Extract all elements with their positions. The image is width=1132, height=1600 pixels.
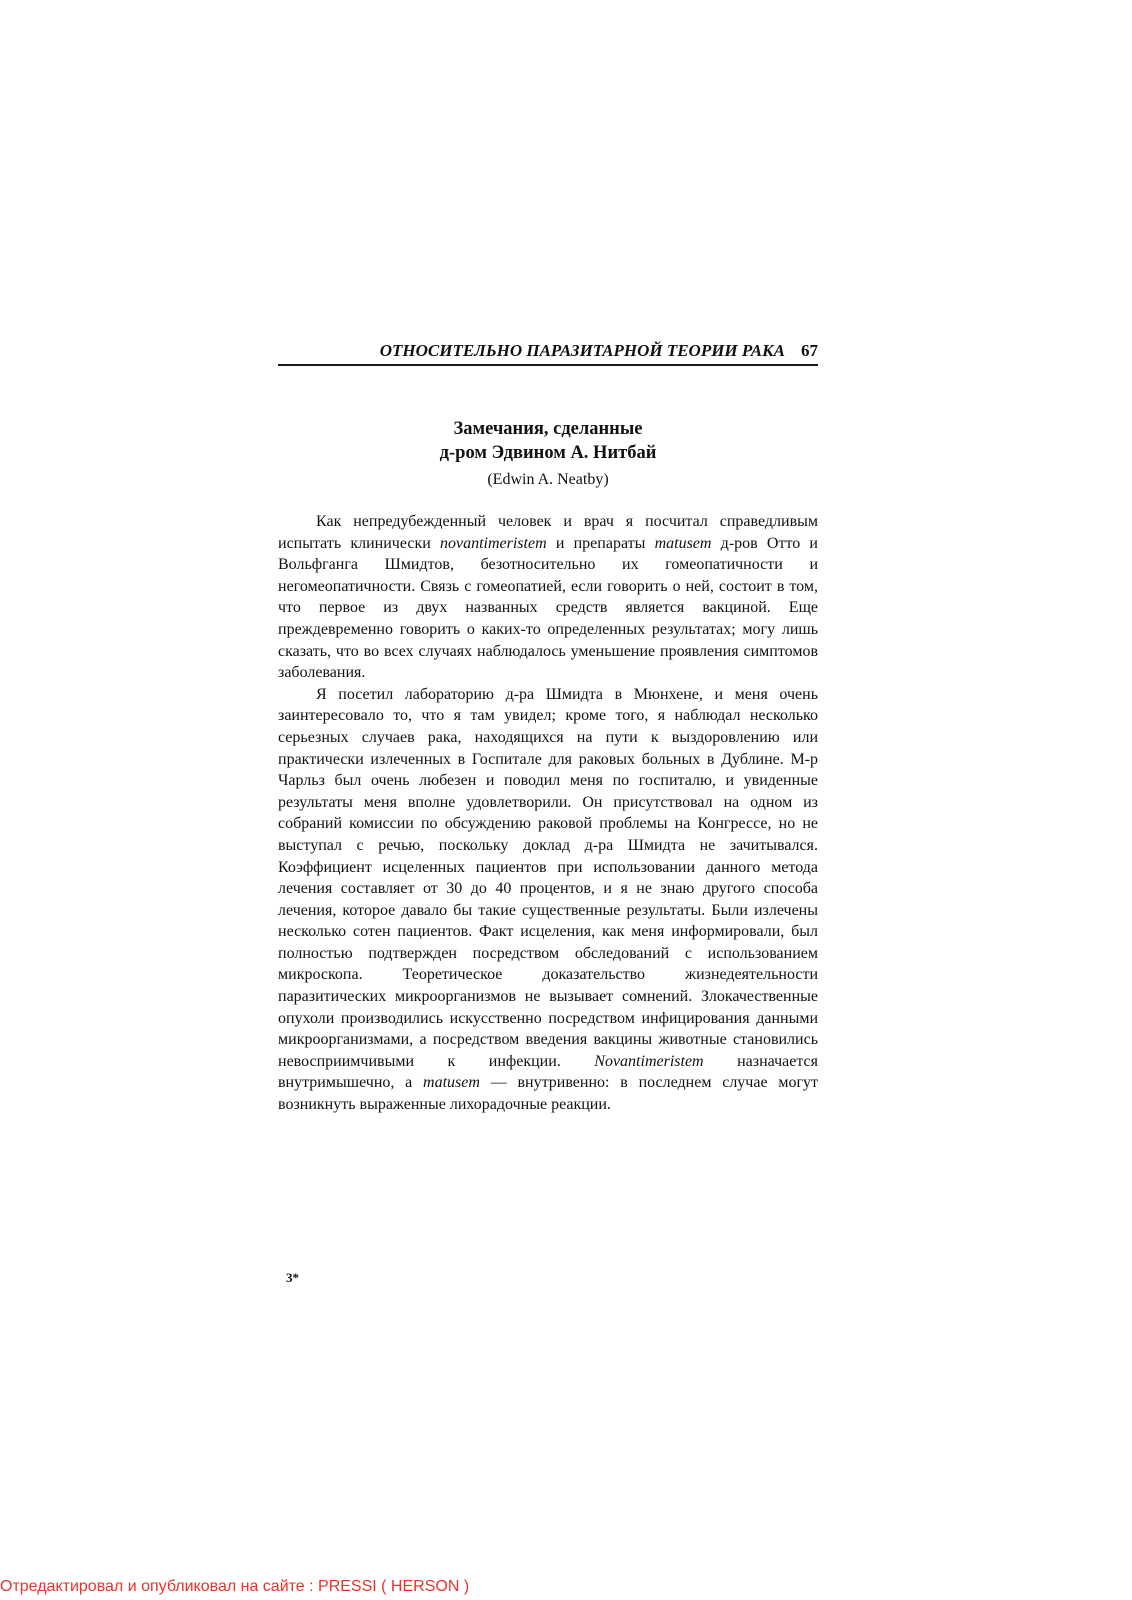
article-title-block	[278, 417, 818, 491]
text-run: д-ров Отто и Вольфганга Шмидтов, безотносительно их гомеопатичности и негомеопатичности. Связь с гомеопатией, если говорить о ней, состоит в том, что первое из двух названных средств является вакциной. Еще преждевременно говорить о каких-то определенных результатах; могу лишь сказать, что во всех случаях наблюдалось уменьшение проявления симптомов заболевания.	[278, 534, 818, 682]
italic-term: novantimeristem	[439, 534, 547, 552]
italic-term: matusem	[654, 534, 712, 552]
running-title: ОТНОСИТЕЛЬНО ПАРАЗИТАРНОЙ ТЕОРИИ РАКА	[379, 341, 785, 360]
paragraph-2	[278, 684, 818, 1116]
site-credit: Отредактировал и опубликовал на сайте : PRESSI ( HERSON )	[0, 1578, 470, 1595]
page-number: 67	[801, 341, 818, 360]
text-run: назначается внутримышечно, а	[278, 1052, 818, 1092]
article-subtitle: (Edwin A. Neatby)	[487, 471, 609, 488]
text-run: — внутривенно: в последнем случае могут возникнуть выраженные лихорадочные реакции.	[278, 1074, 818, 1114]
paragraph-1	[278, 511, 818, 684]
text-run: Как непредубежденный человек и врач я посчитал справедливым испытать клинически	[278, 513, 818, 552]
article-title-line-2: д-ром Эдвином А. Нитбай	[439, 443, 657, 463]
article-title-line-1: Замечания, сделанные	[453, 419, 643, 439]
article-body	[278, 511, 818, 1116]
signature-mark: 3*	[286, 1270, 299, 1285]
italic-term: Novantimeristem	[594, 1052, 704, 1070]
running-header	[278, 338, 818, 366]
text-run: Я посетил лабораторию д-ра Шмидта в Мюнхене, и меня очень заинтересовало то, что я там увидел; кроме того, я наблюдал несколько серьезных случаев рака, находящихся на пути к выздоровлению или практически излеченных в Госпитале для раковых больных в Дублине. М-р Чарльз был очень любезен и поводил меня по госпиталю, и увиденные результаты меня вполне удовлетворили. Он присутствовал на одном из собраний комиссии по обсуждению раковой проблемы на Конгрессе, но не выступал с речью, поскольку доклад д-ра Шмидта не зачитывался. Коэффициент исцеленных пациентов при использовании данного метода лечения составляет от 30 до 40 процентов, и я не знаю другого способа лечения, которое давало бы такие существенные результаты. Были излечены несколько сотен пациентов. Факт исцеления, как меня информировали, был полностью подтвержден посредством обследований с использованием микроскопа. Теоретическое доказательство жизнедеятельности паразитических микроорганизмов не вызывает сомнений. Злокачественные опухоли производились искусственно посредством инфицирования данными микроорганизмами, а посредством введения вакцины животные становились невосприимчивыми к инфекции.	[278, 685, 818, 1070]
text-run: и препараты	[546, 534, 655, 552]
italic-term: matusem	[423, 1074, 480, 1092]
